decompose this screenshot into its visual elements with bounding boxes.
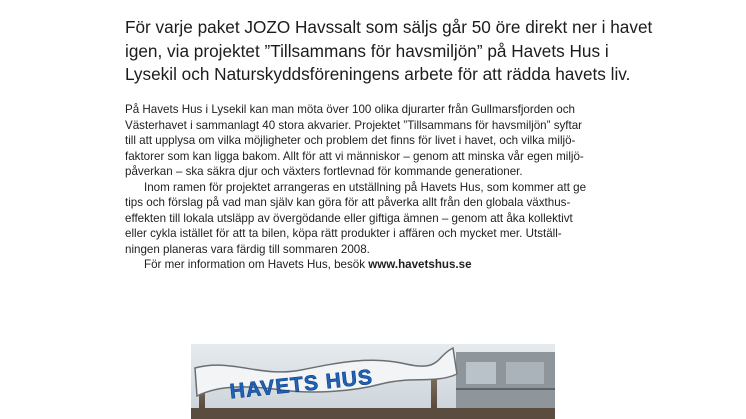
text-line: På Havets Hus i Lysekil kan man möta över 100 olika djurarter från Gullmarsfjorden och bbox=[125, 103, 575, 116]
text-line: faktorer som kan ligga bakom. Allt för att vi människor – genom att minska vår egen miljö- bbox=[125, 149, 584, 163]
text-line: effekten till lokala utsläpp av övergödande eller giftiga ämnen – genom att åka kollektivt bbox=[125, 211, 573, 225]
text-line: tips och förslag på vad man själv kan göra för att påverka allt från den globala växthus- bbox=[125, 196, 571, 209]
more-info-text: För mer information om Havets Hus, besök bbox=[144, 258, 369, 271]
building-window bbox=[506, 362, 544, 384]
text-line: Västerhavet i sammanlagt 40 stora akvarier. Projektet ”Tillsammans för havsmiljön” syftar bbox=[125, 118, 583, 132]
havets-hus-photo bbox=[191, 344, 555, 419]
text-line: eller cykla istället för att ta bilen, köpa rätt produkter i affären och mycket mer. Utställ- bbox=[125, 227, 562, 240]
text-line: till att upplysa om vilka möjligheter och problem det finns för livet i havet, och vilka miljö- bbox=[125, 134, 576, 147]
lead-paragraph bbox=[125, 16, 653, 87]
building-window bbox=[466, 362, 496, 384]
paragraph-aquarium bbox=[125, 102, 645, 180]
lead-line: För varje paket JOZO Havssalt som säljs går 50 öre direkt ner i havet bbox=[125, 17, 653, 37]
railing bbox=[191, 408, 555, 419]
website-link[interactable]: www.havetshus.se bbox=[368, 258, 472, 271]
more-info-line bbox=[125, 257, 645, 273]
lead-line: igen, via projektet ”Tillsammans för havsmiljön” på Havets Hus i bbox=[125, 40, 609, 61]
sign-text: HAVETS HUS bbox=[228, 365, 375, 404]
text-line: påverkan – ska säkra djur och växters fortlevnad för kommande generationer. bbox=[125, 165, 523, 178]
body-text bbox=[125, 102, 645, 273]
lead-line: Lysekil och Naturskyddsföreningens arbete för att rädda havets liv. bbox=[125, 64, 631, 84]
text-line: ningen planeras vara färdig till sommaren 2008. bbox=[125, 242, 370, 256]
text-line: Inom ramen för projektet arrangeras en utställning på Havets Hus, som kommer att ge bbox=[144, 180, 587, 194]
photo-illustration bbox=[191, 344, 555, 419]
paragraph-exhibition bbox=[125, 180, 645, 258]
